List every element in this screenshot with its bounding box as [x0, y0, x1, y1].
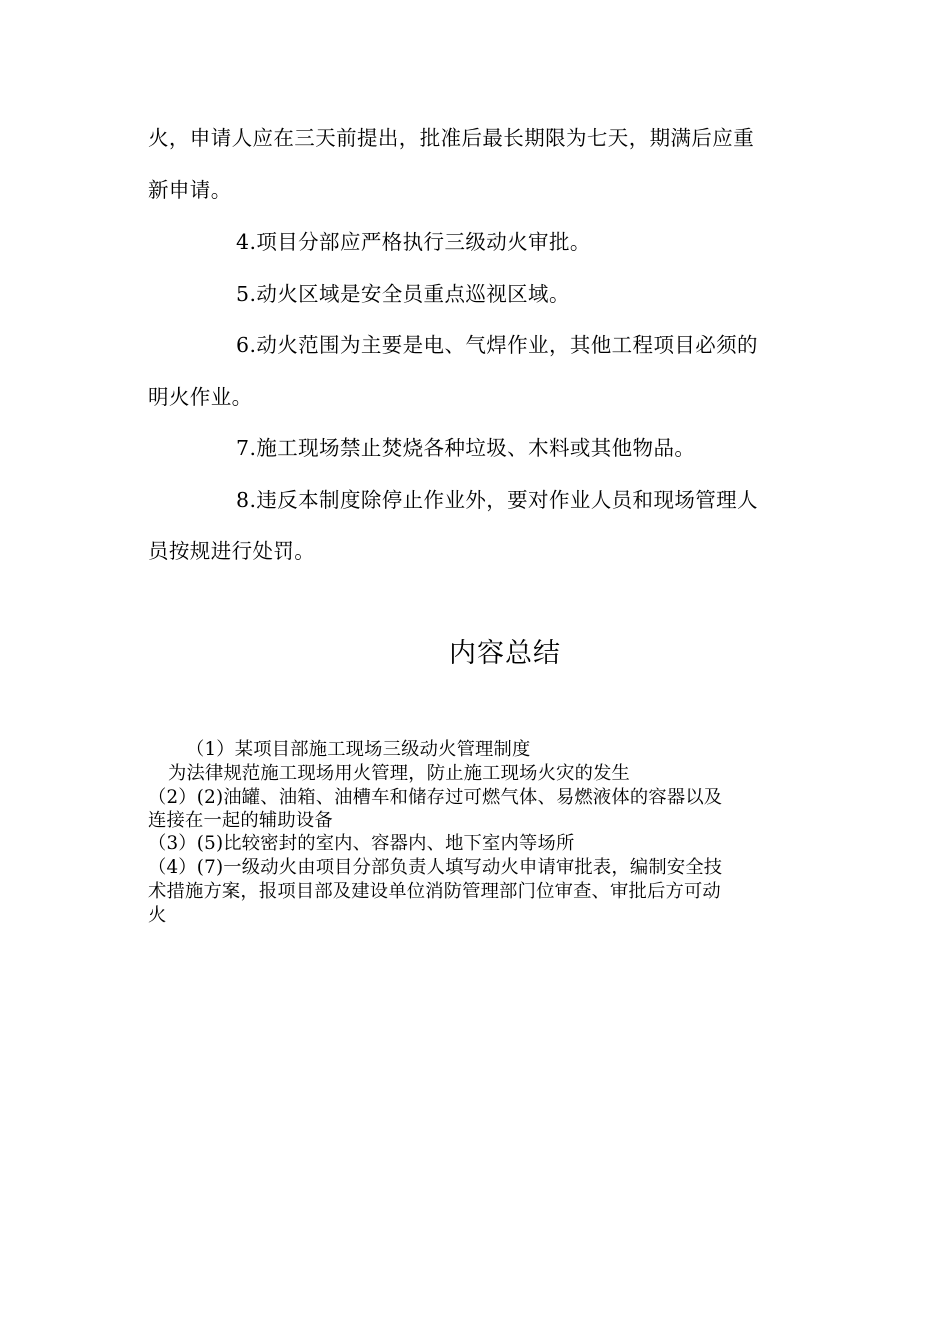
paragraph-7: 7.施工现场禁止焚烧各种垃圾、木料或其他物品。	[236, 436, 696, 460]
paragraph-8-line-2: 员按规进行处罚。	[148, 539, 316, 563]
summary-item-4-line-3: 火	[148, 905, 167, 926]
summary-item-1: （1）某项目部施工现场三级动火管理制度	[186, 739, 531, 760]
paragraph-8-line-1: 8.违反本制度除停止作业外，要对作业人员和现场管理人	[236, 488, 758, 512]
summary-item-2-line-1: （2）(2)油罐、油箱、油槽车和储存过可燃气体、易燃液体的容器以及	[148, 787, 723, 808]
summary-item-1-description: 为法律规范施工现场用火管理，防止施工现场火灾的发生	[168, 763, 631, 784]
summary-title: 内容总结	[449, 638, 561, 669]
paragraph-3-continuation-line-2: 新申请。	[148, 178, 232, 202]
summary-item-2-line-2: 连接在一起的辅助设备	[148, 810, 333, 831]
summary-item-4-line-1: （4）(7)一级动火由项目分部负责人填写动火申请审批表，编制安全技	[148, 857, 723, 878]
paragraph-6-line-1: 6.动火范围为主要是电、气焊作业，其他工程项目必须的	[236, 333, 758, 357]
paragraph-6-line-2: 明火作业。	[148, 385, 253, 409]
summary-item-4-line-2: 术措施方案，报项目部及建设单位消防管理部门位审查、审批后方可动	[148, 881, 721, 902]
paragraph-4: 4.项目分部应严格执行三级动火审批。	[236, 230, 591, 254]
paragraph-5: 5.动火区域是安全员重点巡视区域。	[236, 282, 570, 306]
paragraph-3-continuation-line-1: 火，申请人应在三天前提出，批准后最长期限为七天，期满后应重	[148, 126, 755, 150]
summary-item-3: （3）(5)比较密封的室内、容器内、地下室内等场所	[148, 833, 575, 854]
